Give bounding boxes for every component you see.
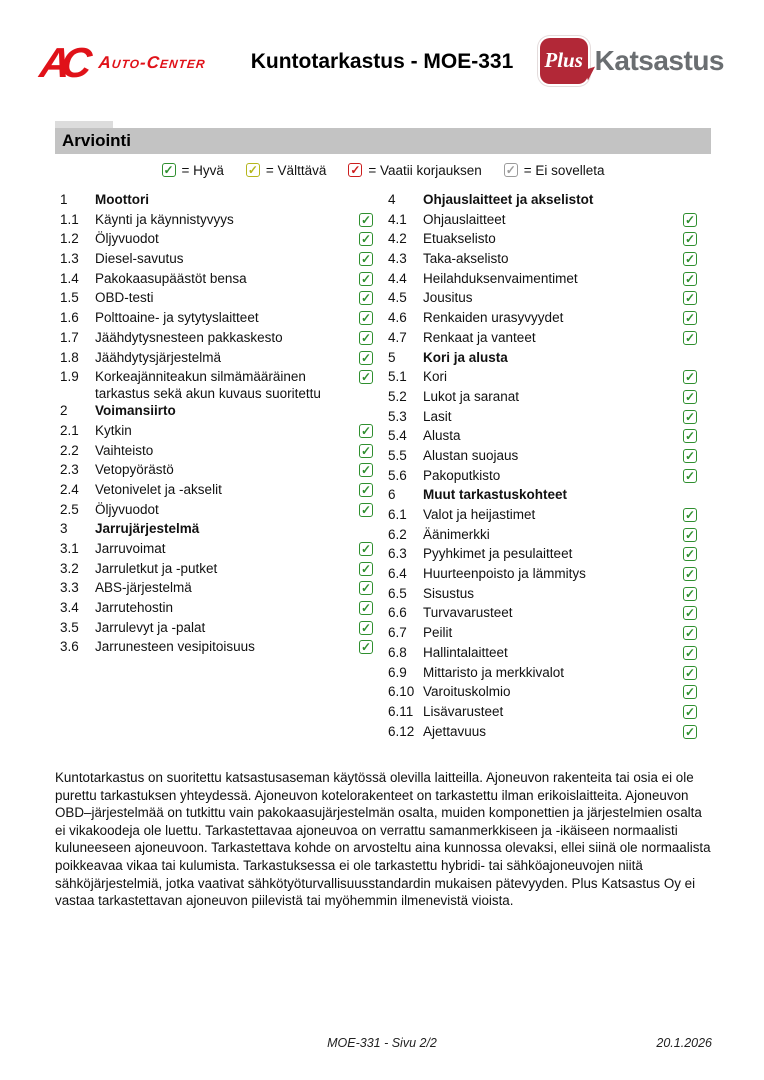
item-label: Taka-akselisto	[423, 251, 509, 267]
item-number: 6.1	[388, 507, 407, 522]
item-number: 6.5	[388, 585, 407, 601]
item-number: 1.7	[60, 329, 79, 345]
checklist-item-row	[383, 664, 697, 684]
checklist-item-row	[55, 442, 373, 462]
item-number: 6.8	[388, 644, 407, 660]
auto-center-logo-text: Auto-Center	[97, 53, 207, 72]
checklist-item-row	[383, 644, 697, 664]
item-label: Käynti ja käynnistyvyys	[95, 211, 234, 227]
checklist-item-row	[383, 230, 697, 250]
item-number: 5.2	[388, 388, 407, 404]
item-number: 6.12	[388, 723, 415, 739]
checklist-item-row	[55, 230, 373, 250]
status-checkbox-good-icon: ✓	[684, 547, 696, 562]
status-checkbox-good-icon: ✓	[360, 271, 372, 286]
legend-repair-checkbox-icon: ✓	[350, 163, 361, 177]
plus-badge-icon	[540, 38, 588, 84]
item-number: 6.3	[388, 546, 407, 562]
item-label: Ohjauslaitteet ja akselistot	[423, 192, 594, 207]
checklist-item-row	[383, 683, 697, 703]
item-number: 5.5	[388, 447, 407, 463]
legend-repair-label: = Vaatii korjauksen	[368, 162, 482, 178]
status-checkbox-good-icon: ✓	[684, 724, 696, 739]
item-label: ABS-järjestelmä	[95, 580, 192, 596]
item-number: 2.4	[60, 481, 79, 497]
auto-center-monogram-icon: AC	[37, 39, 86, 86]
checklist-item-row	[383, 368, 697, 388]
section-header-row	[55, 191, 373, 211]
item-label: Valot ja heijastimet	[423, 507, 536, 522]
item-number: 1.2	[60, 231, 79, 247]
checklist-item-row	[55, 309, 373, 329]
item-number: 5.3	[388, 408, 407, 424]
status-checkbox-good-icon: ✓	[684, 429, 696, 444]
item-number: 3.6	[60, 639, 79, 655]
checklist-item-row	[383, 270, 697, 290]
footer-date: 20.1.2026	[656, 1036, 712, 1050]
item-number: 1.4	[60, 270, 79, 286]
item-label: Lisävarusteet	[423, 703, 504, 719]
legend-item-na	[504, 163, 605, 178]
checklist-item-row	[55, 422, 373, 442]
item-label: OBD-testi	[95, 290, 154, 306]
status-checkbox-good-icon: ✓	[684, 252, 696, 267]
item-number: 2.3	[60, 462, 79, 478]
speech-bubble-tail-icon	[584, 67, 598, 81]
status-checkbox-good-icon: ✓	[684, 311, 696, 326]
item-number: 1.3	[60, 251, 79, 267]
item-number: 5.4	[388, 428, 407, 444]
section-title: Arviointi	[62, 131, 131, 150]
status-checkbox-good-icon: ✓	[684, 330, 696, 345]
legend-item-fair	[246, 163, 326, 178]
item-label: Kori	[423, 369, 448, 385]
status-checkbox-good-icon: ✓	[360, 311, 372, 326]
checklist-column-left	[55, 191, 373, 742]
footer-page-indicator: MOE-331 - Sivu 2/2	[327, 1036, 437, 1050]
item-number: 1.9	[60, 369, 79, 385]
checklist-item-row	[383, 526, 697, 546]
status-checkbox-good-icon: ✓	[360, 232, 372, 247]
item-label: Renkaiden urasyvyydet	[423, 310, 564, 326]
item-label: Sisustus	[423, 585, 475, 601]
status-checkbox-good-icon: ✓	[360, 561, 372, 576]
status-checkbox-good-icon: ✓	[360, 252, 372, 267]
checklist-item-row	[383, 408, 697, 428]
item-number: 5	[388, 349, 396, 365]
item-label: Alustan suojaus	[423, 447, 519, 463]
status-checkbox-good-icon: ✓	[360, 370, 372, 385]
checklist-item-row	[383, 309, 697, 329]
checklist-item-row	[383, 506, 697, 526]
checklist-column-right	[383, 191, 697, 742]
legend-item-repair	[348, 163, 481, 178]
checklist-item-row	[383, 329, 697, 349]
status-checkbox-good-icon: ✓	[684, 645, 696, 660]
legend-na-checkbox-icon: ✓	[505, 163, 516, 177]
checklist-item-row	[55, 638, 373, 658]
item-label: Äänimerkki	[423, 526, 490, 542]
checklist-item-row	[383, 585, 697, 605]
status-checkbox-good-icon: ✓	[684, 527, 696, 542]
item-number: 4	[388, 192, 396, 207]
status-checkbox-good-icon: ✓	[684, 448, 696, 463]
status-checkbox-good-icon: ✓	[360, 443, 372, 458]
item-label: Polttoaine- ja sytytyslaitteet	[95, 310, 259, 326]
item-number: 6.7	[388, 625, 407, 641]
checklist-item-row	[55, 250, 373, 270]
status-checkbox-good-icon: ✓	[360, 350, 372, 365]
status-checkbox-good-icon: ✓	[684, 508, 696, 522]
checklist-item-row	[383, 703, 697, 723]
item-label: Huurteenpoisto ja lämmitys	[423, 566, 586, 582]
status-checkbox-good-icon: ✓	[684, 586, 696, 601]
item-label: Alusta	[423, 428, 461, 444]
item-label: Renkaat ja vanteet	[423, 329, 536, 345]
item-label: Vetonivelet ja -akselit	[95, 481, 222, 497]
status-checkbox-good-icon: ✓	[360, 423, 372, 438]
item-label: Jousitus	[423, 290, 473, 306]
item-number: 2.1	[60, 422, 79, 438]
section-header-bar	[55, 128, 711, 154]
item-number: 1.5	[60, 290, 79, 306]
item-number: 2.5	[60, 501, 79, 517]
status-checkbox-good-icon: ✓	[684, 409, 696, 424]
status-checkbox-good-icon: ✓	[360, 463, 372, 478]
item-label: Etuakselisto	[423, 231, 496, 247]
item-label: Lasit	[423, 408, 452, 424]
plus-katsastus-logo	[540, 38, 724, 84]
item-number: 6.9	[388, 664, 407, 680]
page-title: Kuntotarkastus - MOE-331	[250, 50, 514, 73]
item-label: Pakokaasupäästöt bensa	[95, 270, 247, 286]
disclaimer-text: Kuntotarkastus on suoritettu katsastusaseman käytössä olevilla laitteilla. Ajoneuvon rakenteita tai osia ei ole purettu tarkastuksen yhteydessä. Ajoneuvon kotelorakenteet on tarkastettu ilman erikoislaitteita. Ajoneuvon OBD–järjestelmää on tutkittu vain pakokaasujärjestelmän osalta, muiden komponettien ja järjestelmien osalta ei vikakoodeja ole luettu. Tarkastettavaa ajoneuvoa on verrattu samanmerkkiseen ja -ikäiseen normaalisti kuluneeseen ajoneuvoon. Tarkastettava kohde on arvosteltu aina kunnossa olevaksi, ellei siinä ole normaalista poikkeavaa vikaa tai kulumista. Tarkastuksessa ei ole tarkastettu hybridi- tai sähköajoneuvojen niitä sähköjärjestelmiä, jotka vaativat sähkötyöturvallisuusstandardin mukaisen pätevyyden. Plus Katsastus Oy ei vastaa tarkastettavan ajoneuvon piilevistä tai myöhemmin ilmenevistä vioista.	[55, 770, 711, 909]
status-checkbox-good-icon: ✓	[684, 389, 696, 404]
checklist-item-row	[383, 447, 697, 467]
item-label: Kori ja alusta	[423, 349, 508, 365]
status-checkbox-good-icon: ✓	[360, 291, 372, 306]
item-label: Heilahduksenvaimentimet	[423, 270, 578, 286]
item-number: 6.10	[388, 684, 415, 700]
item-label: Korkeajänniteakun silmämääräinen tarkastus sekä akun kuvaus suoritettu	[95, 369, 321, 401]
item-number: 3.1	[60, 541, 79, 556]
checklist-item-row	[383, 723, 697, 743]
item-label: Jarrulevyt ja -palat	[95, 619, 206, 635]
item-number: 3.4	[60, 600, 79, 616]
plus-badge-text: Plus	[544, 47, 583, 72]
checklist-item-row	[55, 579, 373, 599]
item-number: 6.6	[388, 605, 407, 621]
checklist-item-row	[55, 619, 373, 639]
status-checkbox-good-icon: ✓	[684, 212, 696, 227]
item-number: 1.8	[60, 349, 79, 365]
item-label: Moottori	[95, 192, 149, 207]
item-number: 6.4	[388, 566, 407, 582]
item-label: Jäähdytysnesteen pakkaskesto	[95, 329, 283, 345]
legend-fair-checkbox-icon: ✓	[247, 163, 258, 177]
item-number: 4.7	[388, 329, 407, 345]
item-number: 4.2	[388, 231, 407, 247]
item-number: 4.1	[388, 211, 407, 227]
item-label: Vaihteisto	[95, 442, 154, 458]
item-number: 4.4	[388, 270, 407, 286]
katsastus-logo-text: Katsastus	[594, 45, 724, 76]
item-label: Pyyhkimet ja pesulaitteet	[423, 546, 573, 562]
checklist-item-row	[55, 599, 373, 619]
item-label: Hallintalaitteet	[423, 644, 508, 660]
legend-na-label: = Ei sovelleta	[523, 162, 605, 178]
status-checkbox-good-icon: ✓	[684, 665, 696, 680]
checklist-item-row	[383, 565, 697, 585]
legend-good-checkbox-icon: ✓	[163, 163, 174, 177]
status-legend	[55, 160, 711, 180]
status-checkbox-good-icon: ✓	[684, 232, 696, 247]
item-label: Lukot ja saranat	[423, 388, 520, 404]
item-number: 1.6	[60, 310, 79, 326]
section-header-row	[55, 520, 373, 540]
checklist-item-row	[383, 289, 697, 309]
status-checkbox-good-icon: ✓	[684, 291, 696, 306]
checklist-item-row	[383, 211, 697, 231]
checklist-item-row	[55, 368, 373, 402]
checklist-item-row	[55, 270, 373, 290]
item-label: Jarruvoimat	[95, 541, 166, 556]
status-checkbox-good-icon: ✓	[360, 482, 372, 497]
checklist-item-row	[55, 349, 373, 369]
checklist-item-row	[55, 329, 373, 349]
status-checkbox-good-icon: ✓	[684, 567, 696, 582]
item-number: 1.1	[60, 211, 79, 227]
item-label: Voimansiirto	[95, 403, 176, 419]
checklist-item-row	[55, 560, 373, 580]
item-label: Turvavarusteet	[423, 605, 513, 621]
item-number: 5.6	[388, 467, 407, 483]
item-label: Jarrutehostin	[95, 600, 174, 616]
status-checkbox-good-icon: ✓	[360, 330, 372, 345]
checklist-item-row	[383, 545, 697, 565]
status-checkbox-good-icon: ✓	[360, 581, 372, 596]
section-header-row	[55, 402, 373, 422]
checklist-item-row	[55, 540, 373, 560]
item-number: 3.3	[60, 580, 79, 596]
item-number: 3	[60, 521, 68, 537]
checklist-item-row	[383, 604, 697, 624]
status-checkbox-good-icon: ✓	[360, 212, 372, 227]
status-checkbox-good-icon: ✓	[684, 626, 696, 641]
item-number: 2.2	[60, 442, 79, 458]
item-label: Peilit	[423, 625, 453, 641]
item-label: Jäähdytysjärjestelmä	[95, 349, 222, 365]
item-label: Jarrunesteen vesipitoisuus	[95, 639, 255, 655]
status-checkbox-good-icon: ✓	[684, 704, 696, 719]
status-checkbox-good-icon: ✓	[684, 370, 696, 385]
item-number: 4.6	[388, 310, 407, 326]
item-label: Mittaristo ja merkkivalot	[423, 664, 565, 680]
section-header-row	[383, 486, 697, 506]
checklist-item-row	[55, 211, 373, 231]
status-checkbox-good-icon: ✓	[360, 620, 372, 635]
item-number: 2	[60, 403, 68, 419]
status-checkbox-good-icon: ✓	[684, 271, 696, 286]
legend-good-label: = Hyvä	[181, 162, 224, 178]
checklist-item-row	[383, 624, 697, 644]
checklist-item-row	[55, 481, 373, 501]
status-checkbox-good-icon: ✓	[684, 606, 696, 621]
item-label: Varoituskolmio	[423, 684, 511, 700]
checklist-item-row	[383, 467, 697, 487]
item-number: 3.5	[60, 619, 79, 635]
section-header-row	[383, 349, 697, 369]
checklist-item-row	[383, 250, 697, 270]
item-label: Muut tarkastuskohteet	[423, 487, 568, 503]
item-number: 4.5	[388, 290, 407, 306]
legend-fair-label: = Välttävä	[265, 162, 327, 178]
item-label: Ajettavuus	[423, 723, 487, 739]
item-label: Jarrujärjestelmä	[95, 521, 200, 537]
item-number: 6.2	[388, 526, 407, 542]
item-number: 6	[388, 487, 396, 503]
checklist-item-row	[55, 501, 373, 521]
item-label: Pakoputkisto	[423, 467, 501, 483]
status-checkbox-good-icon: ✓	[360, 601, 372, 616]
section-tab-remnant	[55, 121, 113, 128]
item-number: 3.2	[60, 560, 79, 576]
section-header-row	[383, 191, 697, 211]
checklist	[55, 191, 711, 742]
item-label: Jarruletkut ja -putket	[95, 560, 218, 576]
item-number: 1	[60, 192, 68, 207]
status-checkbox-good-icon: ✓	[360, 502, 372, 517]
status-checkbox-good-icon: ✓	[360, 542, 372, 556]
legend-item-good	[162, 163, 224, 178]
checklist-item-row	[383, 388, 697, 408]
item-label: Öljyvuodot	[95, 231, 159, 247]
checklist-item-row	[55, 289, 373, 309]
checklist-item-row	[55, 461, 373, 481]
item-label: Vetopyörästö	[95, 462, 174, 478]
status-checkbox-good-icon: ✓	[360, 640, 372, 655]
status-checkbox-good-icon: ✓	[684, 468, 696, 483]
item-label: Öljyvuodot	[95, 501, 159, 517]
checklist-item-row	[383, 427, 697, 447]
item-label: Diesel-savutus	[95, 251, 184, 267]
status-checkbox-good-icon: ✓	[684, 685, 696, 700]
item-number: 4.3	[388, 251, 407, 267]
item-number: 5.1	[388, 369, 407, 385]
item-number: 6.11	[388, 703, 414, 719]
item-label: Ohjauslaitteet	[423, 211, 506, 227]
item-label: Kytkin	[95, 422, 132, 438]
